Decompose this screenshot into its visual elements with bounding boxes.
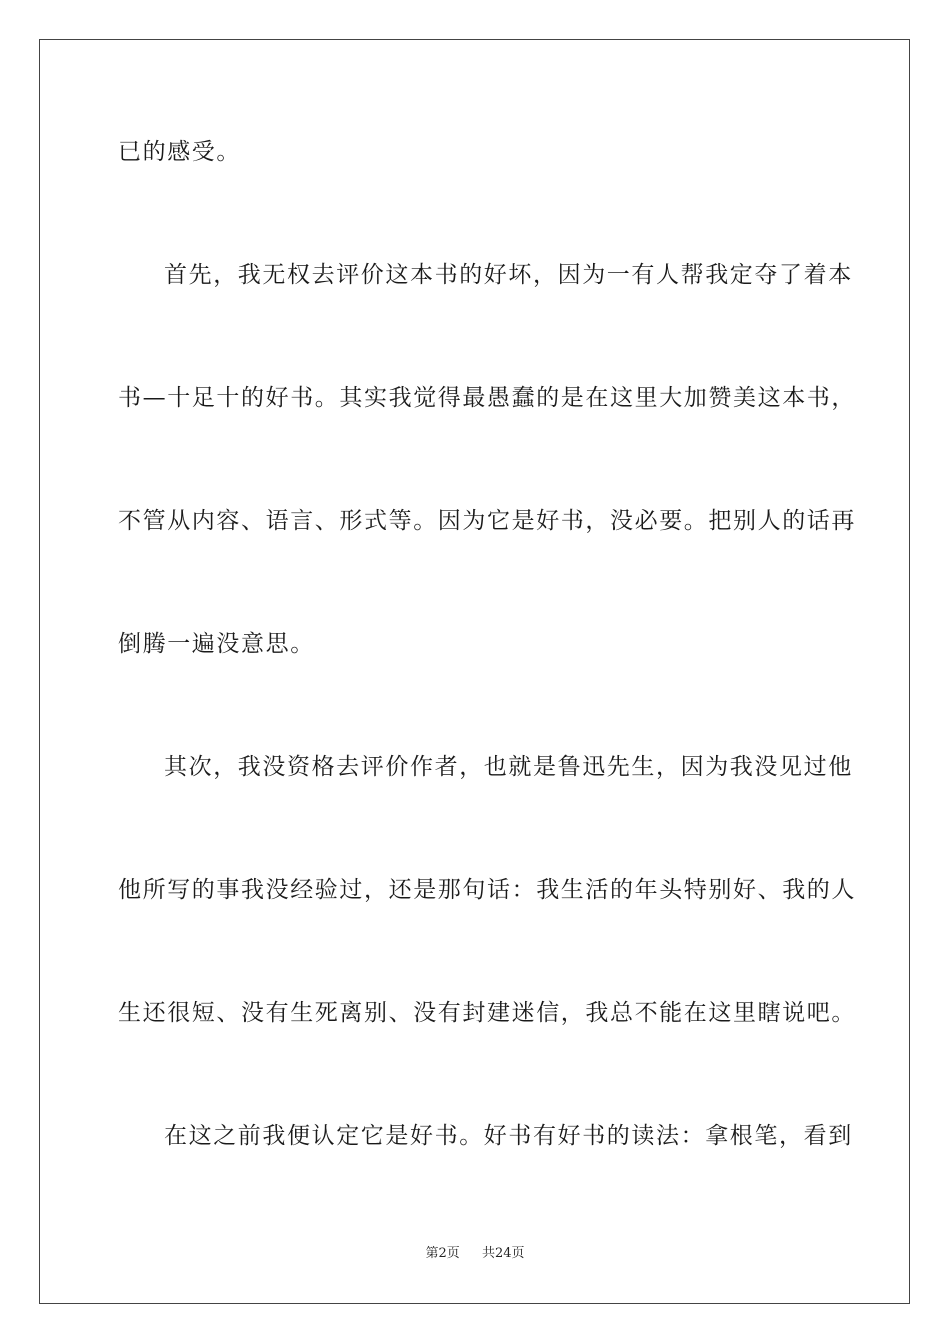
text-line: 他所写的事我没经验过，还是那句话：我生活的年头特别好、我的人	[118, 877, 856, 903]
text-line: 不管从内容、语言、形式等。因为它是好书，没必要。把别人的话再	[118, 508, 856, 534]
page-number: 第2页	[425, 1246, 460, 1261]
paragraph-first-line: 首先，我无权去评价这本书的好坏，因为一有人帮我定夺了着本	[164, 262, 853, 288]
text-line: 生还很短、没有生死离别、没有封建迷信，我总不能在这里瞎说吧。	[118, 1000, 856, 1026]
page-footer	[0, 1245, 950, 1263]
text-line: 书—十足十的好书。其实我觉得最愚蠢的是在这里大加赞美这本书，	[118, 385, 856, 411]
paragraph-first-line: 其次，我没资格去评价作者，也就是鲁迅先生，因为我没见过他	[164, 754, 853, 780]
text-line: 倒腾一遍没意思。	[118, 631, 315, 657]
page-frame	[39, 39, 910, 1304]
page-total: 共24页	[482, 1246, 525, 1261]
text-line: 已的感受。	[118, 139, 241, 165]
paragraph-first-line: 在这之前我便认定它是好书。好书有好书的读法：拿根笔，看到	[164, 1123, 853, 1149]
